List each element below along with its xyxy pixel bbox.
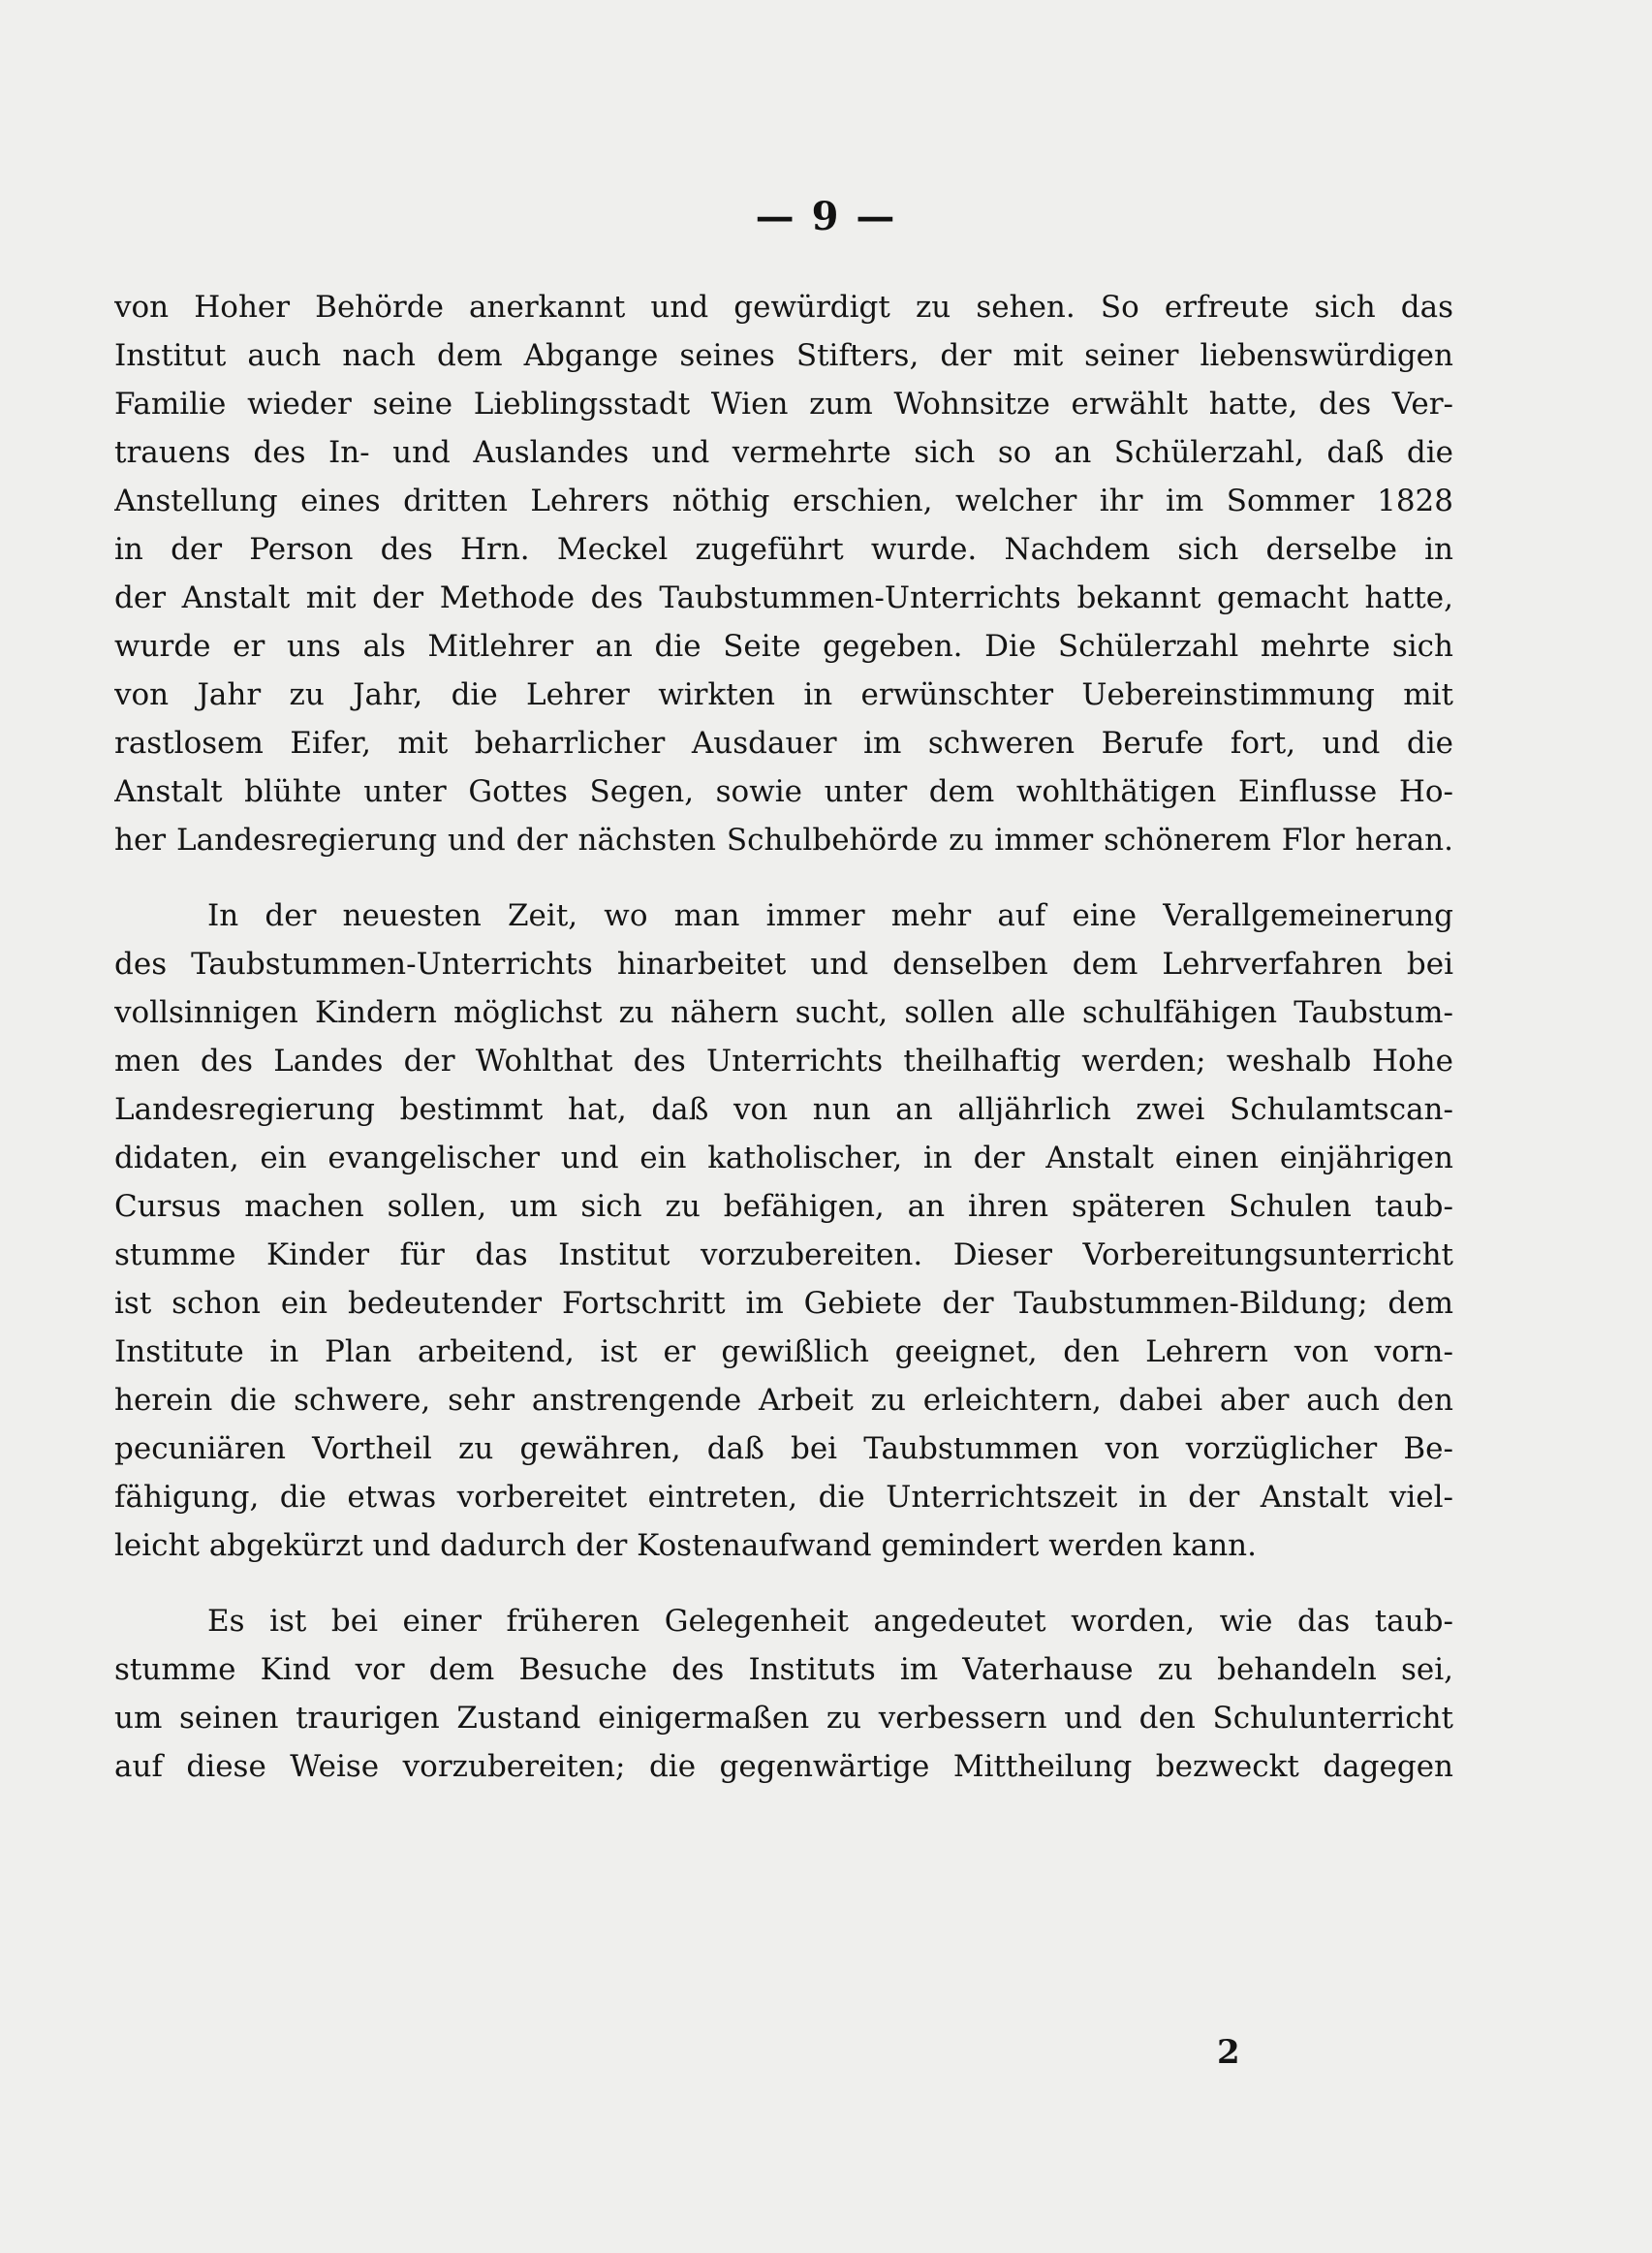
text-line: rastlosem Eifer, mit beharrlicher Ausdauer im schweren Berufe fort, und die	[114, 726, 1453, 761]
page-number: — 9 —	[755, 194, 897, 239]
signature-mark: 2	[1217, 2033, 1240, 2072]
text-line: leicht abgekürzt und dadurch der Kostenaufwand gemindert werden kann.	[114, 1528, 1257, 1563]
text-line: herein die schwere, sehr anstrengende Arbeit zu erleichtern, dabei aber auch den	[114, 1383, 1453, 1418]
text-line: auf diese Weise vorzubereiten; die gegenwärtige Mittheilung bezweckt dagegen	[114, 1749, 1453, 1784]
text-line: in der Person des Hrn. Meckel zugeführt wurde. Nachdem sich derselbe in	[114, 532, 1453, 567]
text-line: Anstalt blühte unter Gottes Segen, sowie unter dem wohlthätigen Einflusse Ho-	[114, 774, 1453, 809]
text-line: In der neuesten Zeit, wo man immer mehr auf eine Verallgemeinerung	[207, 898, 1453, 933]
text-line: Es ist bei einer früheren Gelegenheit angedeutet worden, wie das taub-	[207, 1604, 1453, 1639]
text-line: um seinen traurigen Zustand einigermaßen zu verbessern und den Schulunterricht	[114, 1701, 1453, 1736]
text-line: stumme Kind vor dem Besuche des Instituts im Vaterhause zu behandeln sei,	[114, 1652, 1453, 1687]
paragraph-2	[114, 892, 1453, 1570]
text-line: der Anstalt mit der Methode des Taubstummen-Unterrichts bekannt gemacht hatte,	[114, 580, 1453, 615]
text-line: stumme Kinder für das Institut vorzubereiten. Dieser Vorbereitungsunterricht	[114, 1237, 1453, 1272]
text-line: her Landesregierung und der nächsten Schulbehörde zu immer schönerem Flor heran.	[114, 823, 1453, 858]
text-line: Anstellung eines dritten Lehrers nöthig erschien, welcher ihr im Sommer 1828	[114, 484, 1453, 518]
text-line: fähigung, die etwas vorbereitet eintreten, die Unterrichtszeit in der Anstalt viel-	[114, 1480, 1453, 1515]
body-text	[114, 283, 1453, 1791]
text-line: ist schon ein bedeutender Fortschritt im Gebiete der Taubstummen-Bildung; dem	[114, 1286, 1453, 1321]
paragraph-gap	[114, 1570, 1453, 1597]
text-line: trauens des In- und Auslandes und vermehrte sich so an Schülerzahl, daß die	[114, 435, 1453, 470]
text-line: didaten, ein evangelischer und ein katholischer, in der Anstalt einen einjährigen	[114, 1141, 1453, 1175]
text-line: vollsinnigen Kindern möglichst zu nähern sucht, sollen alle schulfähigen Taubstum-	[114, 995, 1453, 1030]
text-line: von Jahr zu Jahr, die Lehrer wirkten in erwünschter Uebereinstimmung mit	[114, 677, 1453, 712]
paragraph-1	[114, 283, 1453, 864]
text-line: Institute in Plan arbeitend, ist er gewißlich geeignet, den Lehrern von vorn-	[114, 1334, 1453, 1369]
text-line: men des Landes der Wohlthat des Unterrichts theilhaftig werden; weshalb Hohe	[114, 1044, 1453, 1079]
text-line: Landesregierung bestimmt hat, daß von nun an alljährlich zwei Schulamtscan-	[114, 1092, 1453, 1127]
paragraph-3	[114, 1597, 1453, 1791]
text-line: des Taubstummen-Unterrichts hinarbeitet und denselben dem Lehrverfahren bei	[114, 947, 1453, 982]
paragraph-gap	[114, 864, 1453, 892]
text-line: wurde er uns als Mitlehrer an die Seite gegeben. Die Schülerzahl mehrte sich	[114, 629, 1453, 664]
text-line: pecuniären Vortheil zu gewähren, daß bei Taubstummen von vorzüglicher Be-	[114, 1431, 1453, 1466]
text-line: von Hoher Behörde anerkannt und gewürdigt zu sehen. So erfreute sich das	[114, 290, 1453, 325]
text-line: Cursus machen sollen, um sich zu befähigen, an ihren späteren Schulen taub-	[114, 1189, 1453, 1224]
text-line: Familie wieder seine Lieblingsstadt Wien zum Wohnsitze erwählt hatte, des Ver-	[114, 387, 1453, 422]
text-line: Institut auch nach dem Abgange seines Stifters, der mit seiner liebenswürdigen	[114, 338, 1453, 373]
